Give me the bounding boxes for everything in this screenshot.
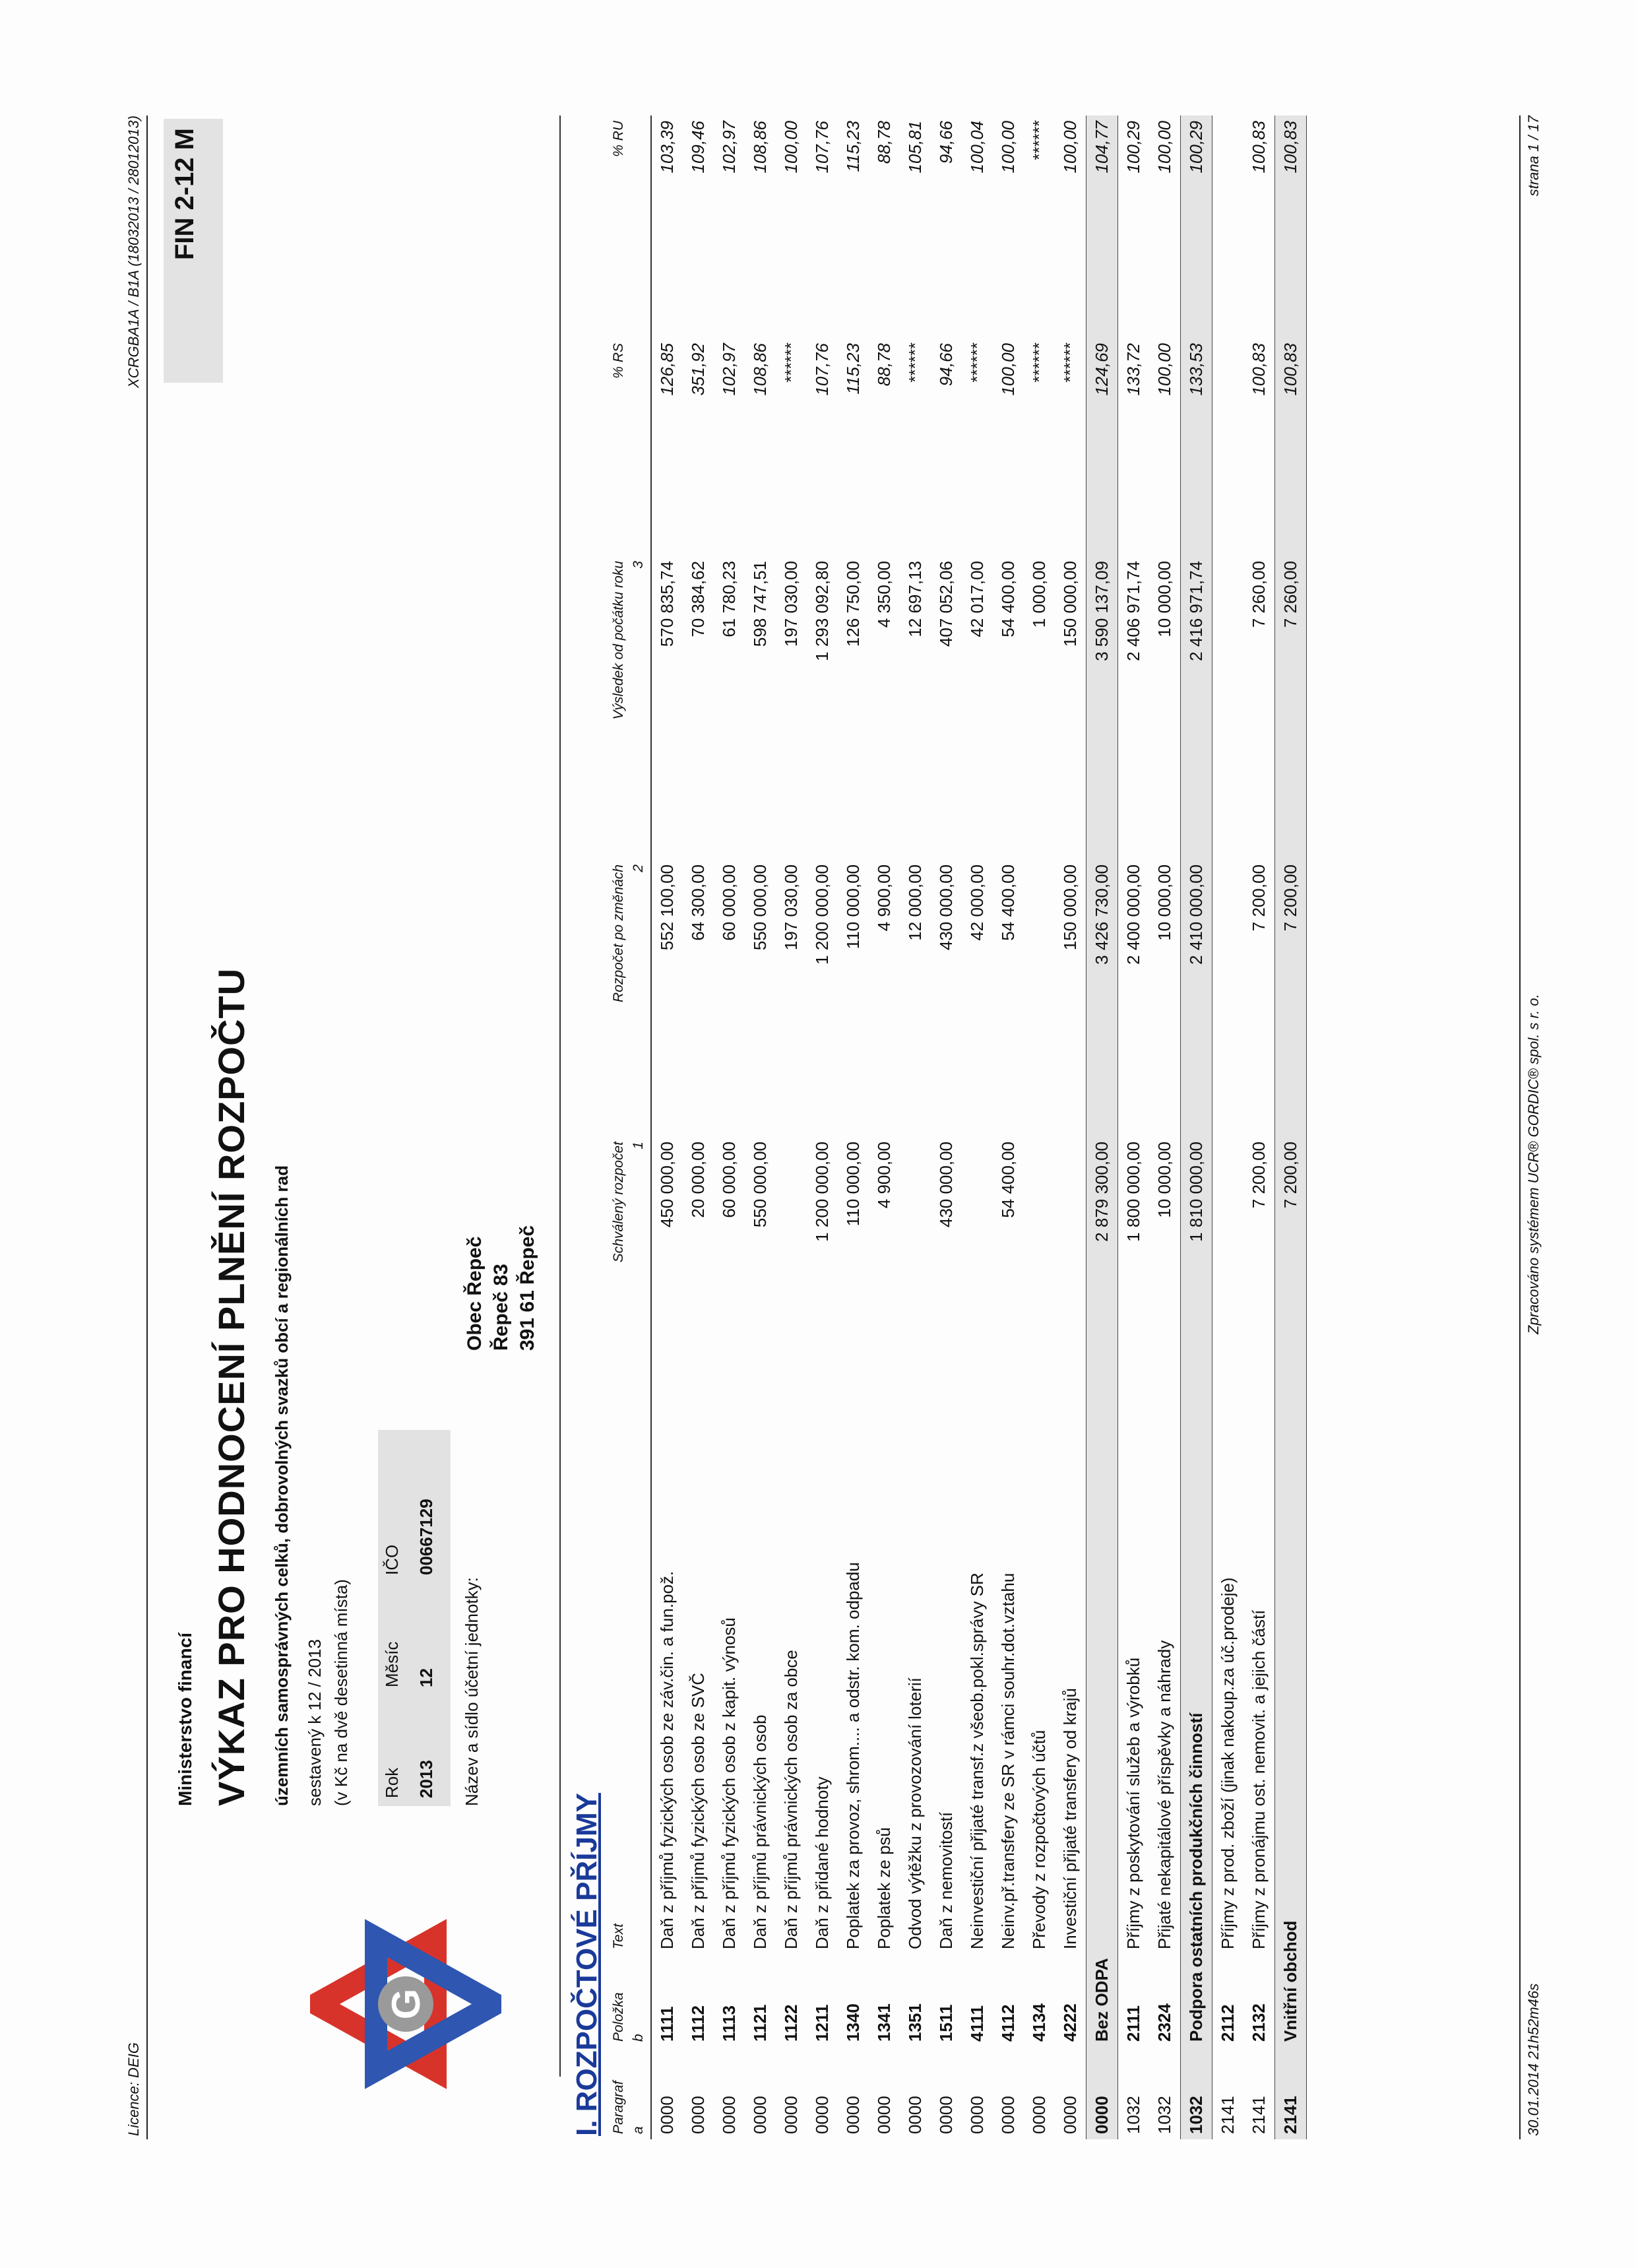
cell-z: 2 410 000,00	[1181, 859, 1212, 1136]
cell-text: Daň z příjmů fyzických osob z kapit. výnosů	[719, 1617, 739, 1949]
cell-v: 61 780,23	[719, 561, 739, 637]
cell-text: Daň z příjmů fyzických osob ze SVČ	[688, 1672, 708, 1949]
entity-street: Řepeč 83	[490, 1264, 512, 1351]
table-row	[1055, 115, 1086, 2139]
table-header-row	[607, 115, 631, 2139]
cell-pol: 4134	[1029, 2003, 1049, 2042]
cell-rs	[1212, 338, 1244, 556]
cell-rs: 115,23	[843, 343, 863, 395]
cell-pol: 1122	[781, 2004, 801, 2042]
cell-ru: 103,39	[657, 121, 677, 174]
cell-par: 0000	[967, 2096, 987, 2134]
cell-pol: 4112	[998, 2004, 1018, 2042]
cell-par: 2141	[1249, 2096, 1269, 2134]
cell-text: Příjmy z pronájmu ost. nemovit. a jejich částí	[1249, 1609, 1269, 1949]
subheader-3: 3	[631, 556, 651, 859]
cell-rs: 100,83	[1249, 343, 1269, 396]
entity-address	[462, 1225, 541, 1351]
table-subtotal-row	[1086, 115, 1118, 2139]
cell-ru: 88,78	[874, 121, 894, 164]
cell-rs: ******	[905, 343, 925, 383]
month-value: 12	[416, 1668, 436, 1687]
cell-par: 0000	[905, 2096, 925, 2134]
table-row	[900, 115, 931, 2139]
cell-z: 60 000,00	[719, 864, 739, 941]
cell-par: 1032	[1181, 2047, 1212, 2139]
cell-rs: ******	[1029, 343, 1049, 383]
cell-z: 10 000,00	[1154, 864, 1174, 941]
cell-ru: 100,04	[967, 121, 987, 174]
cell-ru: 104,77	[1086, 115, 1118, 338]
cell-text: Neinv.př.transfery ze SR v rámci souhr.dot.vztahu	[998, 1572, 1018, 1949]
cell-v: 54 400,00	[998, 561, 1018, 637]
cell-text: Příjmy z prod. zboží (jinak nakoup.za úč.prodeje)	[1218, 1577, 1238, 1949]
cell-par: 0000	[1086, 2047, 1118, 2139]
cell-z: 12 000,00	[905, 864, 925, 941]
table-row	[1212, 115, 1244, 2139]
cell-v: 570 835,74	[657, 561, 677, 647]
cell-s	[1024, 1136, 1055, 1413]
cell-pol: 1121	[750, 2004, 770, 2042]
subheader-1: 1	[631, 1136, 651, 1413]
cell-pol: 4222	[1060, 2003, 1080, 2042]
table-row	[962, 115, 993, 2139]
cell-ru: 100,00	[1154, 121, 1174, 174]
report-title: VÝKAZ PRO HODNOCENÍ PLNĚNÍ ROZPOČTU	[210, 967, 252, 1806]
cell-s: 20 000,00	[688, 1142, 708, 1218]
col-header-paragraf: Paragraf	[611, 2081, 626, 2134]
cell-z: 4 900,00	[874, 864, 894, 932]
table-row	[1243, 115, 1275, 2139]
table-row	[1118, 115, 1150, 2139]
entity-city: 391 61 Řepeč	[517, 1225, 538, 1351]
cell-ru: 115,23	[843, 121, 863, 172]
cell-s: 430 000,00	[936, 1142, 956, 1228]
cell-text: Daň z nemovitostí	[936, 1811, 956, 1949]
col-header-text: Text	[611, 1924, 626, 1949]
form-version-code: XCRGBA1A / B1A (18032013 / 28012013)	[125, 115, 142, 388]
cell-text: Přijaté nekapitálové příspěvky a náhrady	[1154, 1640, 1174, 1949]
cell-z: 150 000,00	[1060, 864, 1080, 951]
cell-rs: ******	[1060, 343, 1080, 383]
cell-v: 2 416 971,74	[1181, 556, 1212, 859]
report-subtitle: územních samosprávných celků, dobrovolných svazků obcí a regionálních rad	[272, 1165, 292, 1806]
cell-pol: Bez ODPA	[1086, 1413, 1118, 2047]
cell-ru: 100,00	[1060, 121, 1080, 174]
cell-v: 7 260,00	[1275, 556, 1307, 859]
unit-note: (v Kč na dvě desetinná místa)	[331, 1579, 351, 1806]
cell-v: 3 590 137,09	[1086, 556, 1118, 859]
cell-ru: 100,29	[1181, 115, 1212, 338]
cell-ru: 102,97	[719, 121, 739, 174]
cell-ru: 94,66	[936, 121, 956, 164]
cell-ru: 108,86	[750, 121, 770, 174]
table-row	[1149, 115, 1181, 2139]
cell-v: 10 000,00	[1154, 561, 1174, 637]
cell-rs: ******	[967, 343, 987, 383]
cell-ru: 105,81	[905, 121, 925, 174]
cell-v: 150 000,00	[1060, 561, 1080, 647]
table-row	[838, 115, 869, 2139]
cell-rs: 94,66	[936, 343, 956, 387]
cell-rs: ******	[781, 343, 801, 383]
cell-z: 54 400,00	[998, 864, 1018, 941]
cell-pol: 2111	[1123, 2005, 1143, 2042]
cell-ru	[1212, 115, 1244, 338]
cell-ru: ******	[1029, 121, 1049, 161]
cell-s	[1212, 1136, 1244, 1413]
separator-rule	[559, 115, 561, 2077]
cell-s: 1 810 000,00	[1181, 1136, 1212, 1413]
cell-s: 1 200 000,00	[812, 1142, 832, 1242]
cell-z: 7 200,00	[1249, 864, 1269, 932]
cell-z: 1 200 000,00	[812, 864, 832, 965]
cell-rs: 124,69	[1086, 338, 1118, 556]
cell-pol: 4111	[967, 2005, 987, 2042]
cell-pol: 2132	[1249, 2003, 1269, 2042]
cell-v: 1 000,00	[1029, 561, 1049, 628]
cell-z: 550 000,00	[750, 864, 770, 951]
cell-text: Převody z rozpočtových účtů	[1029, 1730, 1049, 1949]
cell-par: 0000	[781, 2096, 801, 2134]
cell-z: 110 000,00	[843, 864, 863, 950]
cell-z: 3 426 730,00	[1086, 859, 1118, 1136]
cell-v: 197 030,00	[781, 561, 801, 647]
cell-par: 0000	[719, 2096, 739, 2134]
compiled-date: sestavený k 12 / 2013	[305, 1639, 325, 1806]
cell-s: 7 200,00	[1275, 1136, 1307, 1413]
cell-par: 2141	[1275, 2047, 1307, 2139]
cell-s: 550 000,00	[750, 1142, 770, 1228]
cell-v: 4 350,00	[874, 561, 894, 628]
footer-system: Zpracováno systémem UCR® GORDIC® spol. s r. o.	[1525, 994, 1542, 1334]
cell-z: 552 100,00	[657, 864, 677, 951]
footer-page-number: strana 1 / 17	[1525, 115, 1542, 197]
svg-text:G: G	[384, 1988, 428, 2020]
table-subheader-row	[631, 115, 651, 2139]
cell-s: 54 400,00	[998, 1142, 1018, 1218]
cell-v: 2 406 971,74	[1123, 561, 1143, 661]
cell-s: 7 200,00	[1249, 1142, 1269, 1209]
cell-pol: 1113	[719, 2005, 739, 2042]
subheader-2: 2	[631, 859, 651, 1136]
cell-v: 70 384,62	[688, 561, 708, 637]
cell-pol: 1351	[905, 2003, 925, 2042]
cell-rs: 88,78	[874, 343, 894, 387]
cell-rs: 133,72	[1123, 343, 1143, 396]
cell-z: 64 300,00	[688, 864, 708, 941]
cell-par: 0000	[688, 2096, 708, 2134]
cell-rs: 126,85	[657, 343, 677, 396]
cell-text: Daň z příjmů fyzických osob ze záv.čin. a fun.pož.	[657, 1571, 677, 1949]
licence-label: Licence: DEIG	[125, 2042, 142, 2136]
col-header-pct-ru: % RU	[611, 121, 626, 157]
cell-z: 7 200,00	[1275, 859, 1307, 1136]
cell-v: 7 260,00	[1249, 561, 1269, 628]
table-subtotal-row	[1181, 115, 1212, 2139]
cell-pol: 1112	[688, 2005, 708, 2042]
footer-timestamp: 30.01.2014 21h52m46s	[1525, 1983, 1542, 2136]
form-id-badge: FIN 2-12 M	[164, 119, 223, 383]
cell-s	[776, 1136, 807, 1413]
identification-box	[378, 1430, 451, 1806]
cell-text: Poplatek za provoz, shrom.... a odstr. kom. odpadu	[843, 1562, 863, 1949]
cell-par: 0000	[812, 2096, 832, 2134]
col-header-approved: Schválený rozpočet	[611, 1142, 626, 1263]
cell-pol: 1511	[936, 2004, 956, 2042]
table-row	[776, 115, 807, 2139]
cell-par: 0000	[1060, 2096, 1080, 2134]
table-subtotal-row	[1275, 115, 1307, 2139]
cell-par: 0000	[998, 2096, 1018, 2134]
cell-pol: Vnitřní obchod	[1275, 1413, 1307, 2047]
footer-rule	[1519, 115, 1521, 2139]
cell-pol: 2112	[1218, 2004, 1238, 2042]
cell-v: 598 747,51	[750, 561, 770, 647]
cell-z	[1212, 859, 1244, 1136]
cell-par: 0000	[750, 2096, 770, 2134]
cell-rs: 108,86	[750, 343, 770, 396]
cell-pol: 1211	[812, 2004, 832, 2042]
cell-rs: 100,83	[1275, 338, 1307, 556]
entity-label: Název a sídlo účetní jednotky:	[462, 1577, 482, 1806]
cell-pol: 1340	[843, 2003, 863, 2042]
cell-s: 60 000,00	[719, 1142, 739, 1218]
cell-text: Daň z příjmů právnických osob za obce	[781, 1650, 801, 1949]
cell-ru: 100,83	[1249, 121, 1269, 174]
col-header-pct-rs: % RS	[611, 343, 626, 379]
cell-text: Daň z příjmů právnických osob	[750, 1714, 770, 1949]
table-row	[869, 115, 900, 2139]
table-row	[651, 115, 683, 2139]
section-title: I. ROZPOČTOVÉ PŘÍJMY	[571, 1793, 603, 2136]
cell-rs: 100,00	[1154, 343, 1174, 396]
entity-name: Obec Řepeč	[464, 1236, 486, 1351]
cell-text: Neinvestiční přijaté transf.z všeob.pokl.správy SR	[967, 1572, 987, 1949]
col-header-polozka: Položka	[611, 1992, 626, 2042]
ico-header: IČO	[382, 1544, 402, 1575]
cell-v: 126 750,00	[843, 561, 863, 647]
table-row	[1024, 115, 1055, 2139]
month-header: Měsíc	[382, 1641, 402, 1687]
cell-par: 1032	[1154, 2096, 1174, 2134]
cell-z: 2 400 000,00	[1123, 864, 1143, 965]
cell-text: Odvod výtěžku z provozování loterií	[905, 1677, 925, 1949]
col-header-revised: Rozpočet po změnách	[611, 864, 626, 1002]
subheader-a: a	[631, 2047, 651, 2139]
cell-par: 0000	[843, 2096, 863, 2134]
cell-z: 197 030,00	[781, 864, 801, 951]
cell-z: 430 000,00	[936, 864, 956, 951]
cell-pol: 1111	[657, 2006, 677, 2042]
ico-value: 00667129	[416, 1499, 436, 1575]
cell-s: 450 000,00	[657, 1142, 677, 1228]
cell-text: Investiční přijaté transfery od krajů	[1060, 1688, 1080, 1949]
table-row	[993, 115, 1024, 2139]
cell-ru: 100,00	[781, 121, 801, 174]
cell-par: 0000	[1029, 2096, 1049, 2134]
cell-ru: 109,46	[688, 121, 708, 174]
cell-s: 2 879 300,00	[1086, 1136, 1118, 1413]
cell-v: 1 293 092,80	[812, 561, 832, 661]
subheader-b: b	[631, 1955, 651, 2047]
cell-v	[1212, 556, 1244, 859]
table-row	[807, 115, 838, 2139]
cell-z	[1024, 859, 1055, 1136]
cell-ru: 100,29	[1123, 121, 1143, 174]
year-header: Rok	[382, 1767, 402, 1798]
cell-ru: 107,76	[812, 121, 832, 174]
cell-v: 42 017,00	[967, 561, 987, 637]
cell-s	[1055, 1136, 1086, 1413]
cell-rs: 351,92	[688, 343, 708, 396]
cell-text: Poplatek ze psů	[874, 1827, 894, 1949]
cell-rs: 133,53	[1181, 338, 1212, 556]
cell-ru: 100,83	[1275, 115, 1307, 338]
cell-par: 1032	[1123, 2096, 1143, 2134]
cell-s: 1 800 000,00	[1123, 1142, 1143, 1242]
cell-text: Příjmy z poskytování služeb a výrobků	[1123, 1657, 1143, 1949]
gordic-logo-icon	[310, 1908, 501, 2100]
cell-rs: 107,76	[812, 343, 832, 396]
table-row	[931, 115, 962, 2139]
cell-s: 10 000,00	[1154, 1142, 1174, 1218]
cell-par: 0000	[874, 2096, 894, 2134]
cell-pol: 2324	[1154, 2003, 1174, 2042]
cell-z: 42 000,00	[967, 864, 987, 941]
table-row	[745, 115, 776, 2139]
cell-v: 12 697,13	[905, 561, 925, 637]
cell-text: Daň z přidané hodnoty	[812, 1776, 832, 1949]
cell-s	[962, 1136, 993, 1413]
col-header-result: Výsledek od počátku roku	[611, 561, 626, 720]
revenue-table	[607, 115, 1307, 2139]
table-row	[714, 115, 745, 2139]
table-row	[683, 115, 714, 2139]
cell-v: 407 052,06	[936, 561, 956, 647]
cell-pol: 1341	[874, 2003, 894, 2042]
cell-par: 0000	[657, 2096, 677, 2134]
cell-par: 2141	[1218, 2096, 1238, 2134]
cell-ru: 100,00	[998, 121, 1018, 174]
cell-rs: 100,00	[998, 343, 1018, 396]
ministry-name: Ministerstvo financí	[175, 1633, 195, 1806]
cell-par: 0000	[936, 2096, 956, 2134]
cell-pol: Podpora ostatních produkčních činností	[1181, 1413, 1212, 2047]
cell-s: 4 900,00	[874, 1142, 894, 1209]
cell-s	[900, 1136, 931, 1413]
top-rule	[146, 115, 148, 2139]
year-value: 2013	[416, 1760, 436, 1798]
cell-s: 110 000,00	[843, 1142, 863, 1227]
cell-rs: 102,97	[719, 343, 739, 396]
